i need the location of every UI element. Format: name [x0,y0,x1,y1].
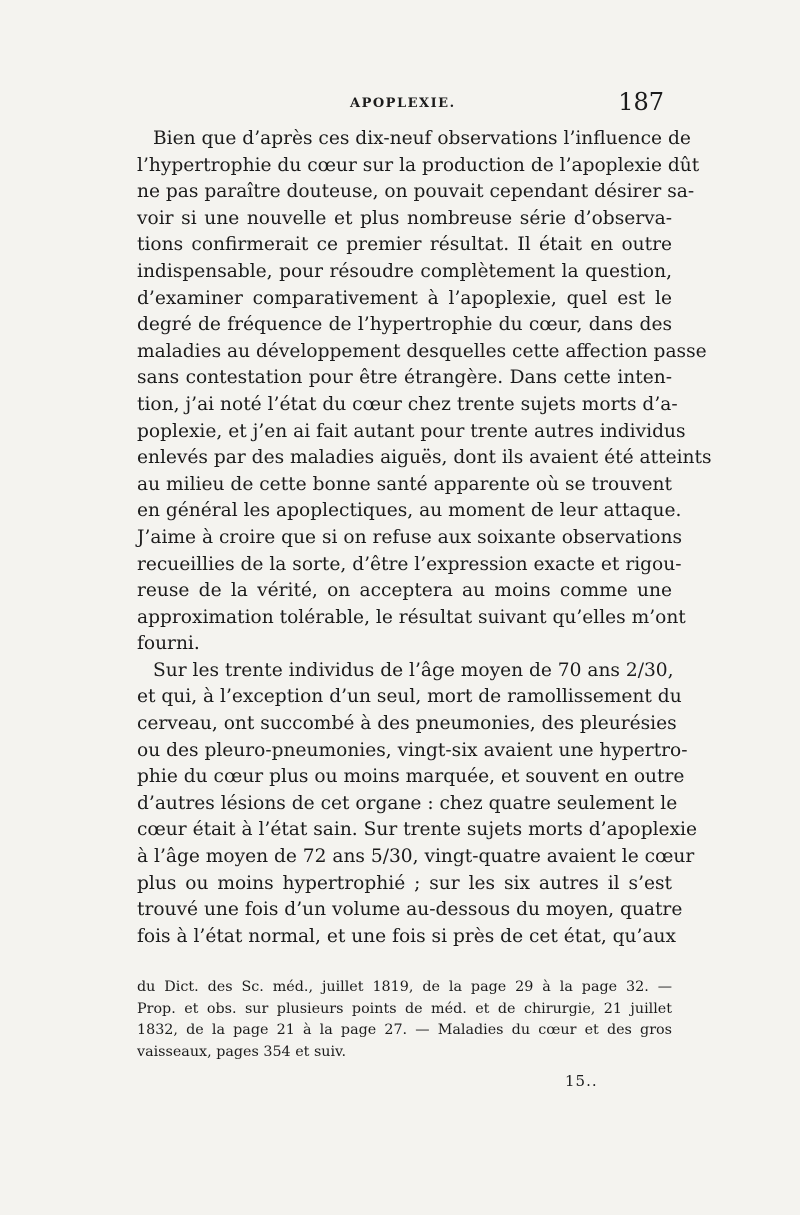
text-line: voir si une nouvelle et plus nombreuse série d’observa- [137,207,672,229]
text-line: à l’âge moyen de 72 ans 5/30, vingt-quatre avaient le cœur [137,846,695,868]
text-line: ou des pleuro-pneumonies, vingt-six avaient une hypertro- [137,739,688,761]
text-line: sans contestation pour être étrangère. Dans cette inten- [137,367,672,389]
footnote [137,977,672,1063]
text-line: recueillies de la sorte, d’être l’expression exacte et rigou- [137,553,682,575]
paragraph-2 [137,658,698,951]
text-line: d’autres lésions de cet organe : chez quatre seulement le [137,792,678,814]
page-number: 187 [618,88,664,116]
text-line: fourni. [137,633,200,655]
text-line: degré de fréquence de l’hypertrophie du cœur, dans des [137,314,672,336]
text-line: en général les apoplectiques, au moment de leur attaque. [137,500,682,522]
text-line: approximation tolérable, le résultat suivant qu’elles m’ont [137,606,686,628]
text-line: tion, j’ai noté l’état du cœur chez trente sujets morts d’a- [137,393,678,415]
text-line: Sur les trente individus de l’âge moyen de 70 ans 2/30, [153,659,674,681]
text-line: phie du cœur plus ou moins marquée, et souvent en outre [137,766,685,788]
text-line: au milieu de cette bonne santé apparente où se trouvent [137,473,672,495]
text-line: fois à l’état normal, et une fois si près de cet état, qu’aux [137,925,676,947]
text-line: enlevés par des maladies aiguës, dont ils avaient été atteints [137,447,712,469]
text-line: cerveau, ont succombé à des pneumonies, des pleurésies [137,713,677,735]
main-text [137,126,712,950]
text-line: plus ou moins hypertrophié ; sur les six autres il s’est [137,872,672,894]
text-line: cœur était à l’état sain. Sur trente sujets morts d’apoplexie [137,819,698,841]
text-line: reuse de la vérité, on acceptera au moins comme une [137,580,672,602]
text-line: l’hypertrophie du cœur sur la production de l’apoplexie dût [137,154,700,176]
text-line: et qui, à l’exception d’un seul, mort de ramollissement du [137,686,682,708]
paragraph-1 [137,126,712,658]
text-line: d’examiner comparativement à l’apoplexie, quel est le [137,287,672,309]
text-line: trouvé une fois d’un volume au-dessous du moyen, quatre [137,899,683,921]
footnote-line: Prop. et obs. sur plusieurs points de méd. et de chirurgie, 21 juillet [137,1000,672,1017]
text-line: Bien que d’après ces dix-neuf observations l’influence de [153,128,691,149]
running-title: APOPLEXIE. [350,96,456,111]
text-line: tions confirmerait ce premier résultat. Il était en outre [137,234,672,256]
text-line: indispensable, pour résoudre complètement la question, [137,260,672,282]
signature-mark: 15.. [565,1072,598,1090]
text-line: J’aime à croire que si on refuse aux soixante observations [137,526,682,548]
text-line: maladies au développement desquelles cette affection passe [137,340,707,362]
footnote-line: vaisseaux, pages 354 et suiv. [137,1043,346,1060]
footnote-line: du Dict. des Sc. méd., juillet 1819, de la page 29 à la page 32. — [137,979,672,995]
text-line: poplexie, et j’en ai fait autant pour trente autres individus [137,420,686,442]
text-line: ne pas paraître douteuse, on pouvait cependant désirer sa- [137,181,695,203]
footnote-line: 1832, de la page 21 à la page 27. — Maladies du cœur et des gros [137,1022,672,1039]
page-header [137,88,672,122]
